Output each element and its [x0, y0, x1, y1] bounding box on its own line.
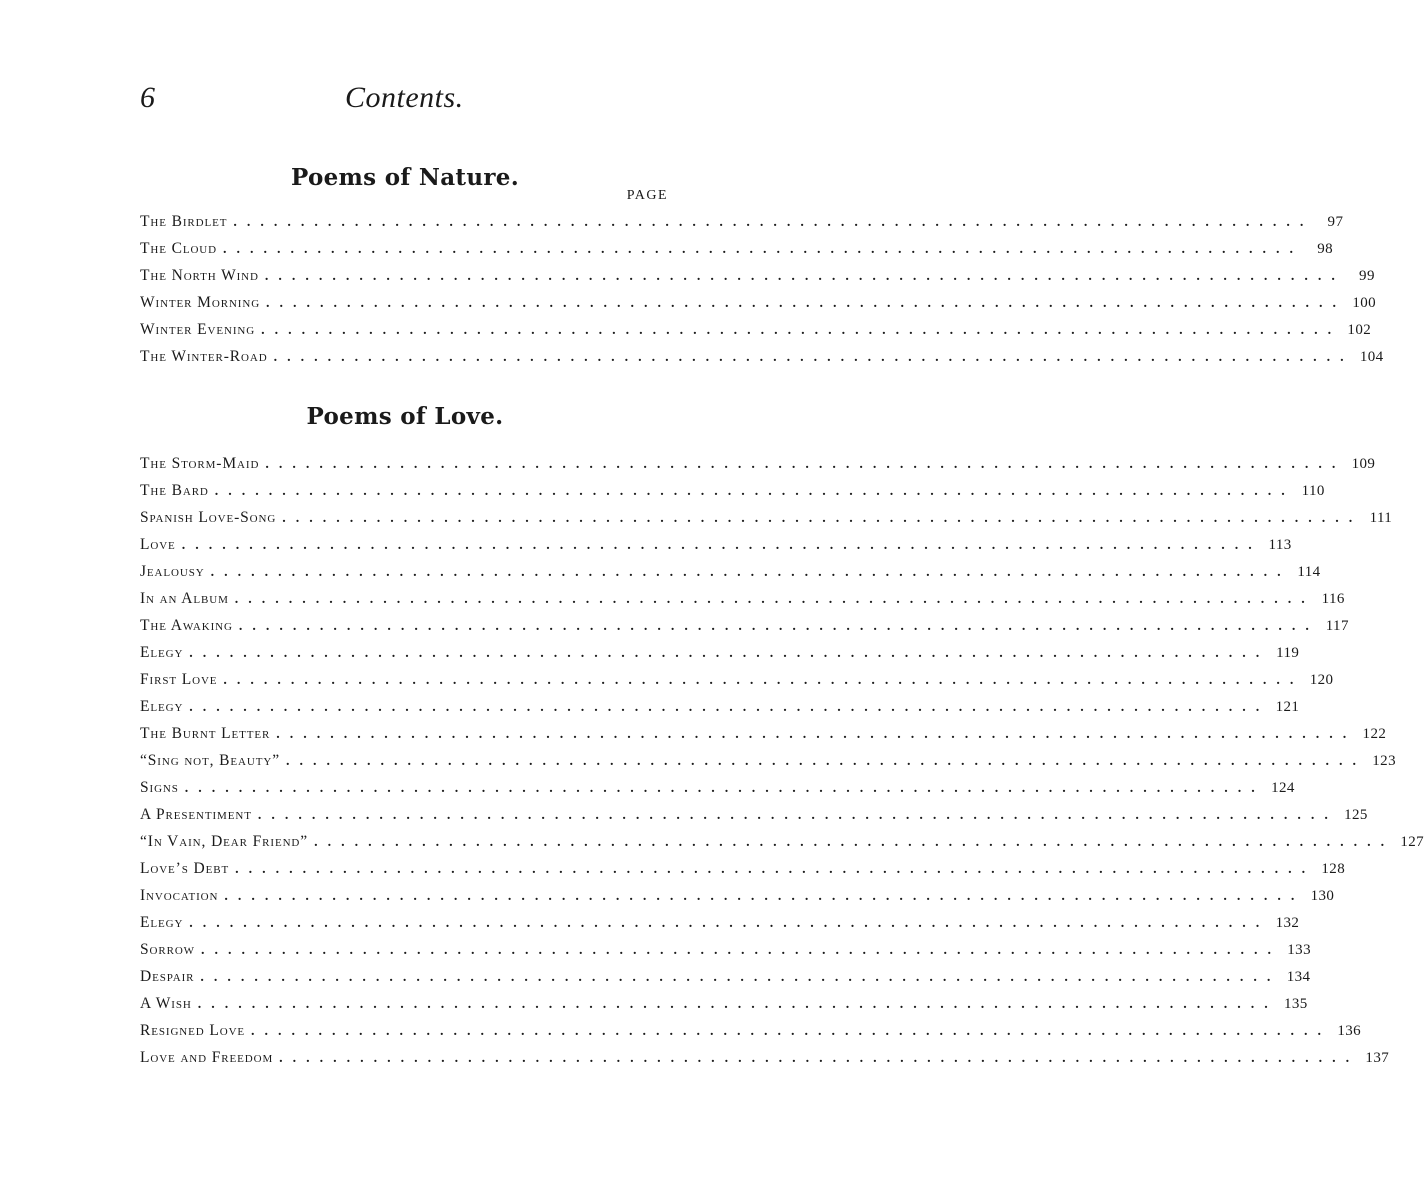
- toc-entry-title: A Presentiment: [140, 806, 252, 823]
- toc-entry-page: 116: [1321, 591, 1345, 607]
- toc-entry-page: 114: [1297, 564, 1321, 580]
- toc-entry: [140, 882, 1335, 909]
- toc-entry: [140, 531, 1292, 558]
- toc-entry: [140, 585, 1345, 612]
- section-heading-love: Poems of Love.: [306, 403, 504, 430]
- dot-leader: ................................................................................: [251, 1024, 1332, 1039]
- toc-entry-page: 122: [1362, 726, 1387, 742]
- toc-entry-title: The Winter-Road: [140, 348, 268, 365]
- dot-leader: ................................................................................: [184, 781, 1265, 796]
- toc-entry-page: 102: [1347, 322, 1372, 338]
- dot-leader: ................................................................................: [223, 673, 1304, 688]
- dot-leader: ................................................................................: [276, 727, 1357, 742]
- toc-entry: [140, 774, 1295, 801]
- toc-entry: [140, 1044, 1390, 1071]
- toc-entry: [140, 666, 1334, 693]
- toc-entry-page: 136: [1337, 1023, 1362, 1039]
- toc-entry: [140, 747, 1396, 774]
- toc-entry-title: Winter Morning: [140, 294, 261, 311]
- dot-leader: ................................................................................: [261, 323, 1342, 338]
- toc-entry: [140, 316, 1372, 343]
- toc-entry-page: 134: [1286, 969, 1311, 985]
- toc-entry-title: Elegy: [140, 644, 184, 661]
- toc-entry-page: 124: [1271, 780, 1295, 796]
- toc-entry-title: Elegy: [140, 698, 184, 715]
- toc-entry-title: Resigned Love: [140, 1022, 246, 1039]
- toc-entry: [140, 990, 1308, 1017]
- toc-entry-title: Sorrow: [140, 941, 195, 958]
- toc-entry-title: A Wish: [140, 995, 192, 1012]
- toc-entry-title: The Awaking: [140, 617, 233, 634]
- toc-entry-page: 111: [1369, 510, 1393, 526]
- toc-entry: [140, 801, 1368, 828]
- toc-entry-title: Winter Evening: [140, 321, 256, 338]
- section-heading-nature: Poems of Nature.: [290, 164, 520, 191]
- toc-entry: [140, 208, 1344, 235]
- toc-entry-page: 121: [1275, 699, 1300, 715]
- dot-leader: ................................................................................: [264, 269, 1345, 284]
- toc-entry-title: Invocation: [140, 887, 219, 904]
- toc-entry-title: The Bard: [140, 482, 209, 499]
- toc-entry-page: 119: [1276, 645, 1300, 661]
- dot-leader: ................................................................................: [279, 1051, 1360, 1066]
- toc-entry-page: 137: [1365, 1050, 1390, 1066]
- dot-leader: ................................................................................: [214, 484, 1295, 499]
- toc-entry: [140, 1017, 1362, 1044]
- toc-entry-title: “Sing not, Beauty”: [140, 752, 280, 769]
- dot-leader: ................................................................................: [200, 943, 1281, 958]
- dot-leader: ................................................................................: [189, 916, 1270, 931]
- toc-entry-page: 127: [1400, 834, 1424, 850]
- running-title: Contents.: [345, 81, 464, 114]
- toc-entry: [140, 477, 1325, 504]
- toc-entry: [140, 963, 1311, 990]
- dot-leader: ................................................................................: [266, 296, 1347, 311]
- toc-entry-page: 130: [1310, 888, 1335, 904]
- toc-entry-title: The Burnt Letter: [140, 725, 271, 742]
- toc-entry: [140, 558, 1321, 585]
- page-column-label: PAGE: [626, 188, 668, 203]
- toc-entry-title: Elegy: [140, 914, 184, 931]
- toc-entry-page: 109: [1351, 456, 1376, 472]
- toc-entry-title: Despair: [140, 968, 195, 985]
- dot-leader: ................................................................................: [200, 970, 1281, 985]
- dot-leader: ................................................................................: [282, 511, 1363, 526]
- toc-entry-title: The North Wind: [140, 267, 259, 284]
- toc-entry: [140, 639, 1300, 666]
- dot-leader: ................................................................................: [223, 242, 1303, 257]
- dot-leader: ................................................................................: [285, 754, 1366, 769]
- dot-leader: ................................................................................: [189, 700, 1270, 715]
- toc-entry: [140, 693, 1300, 720]
- toc-entry-page: 133: [1287, 942, 1311, 958]
- dot-leader: ................................................................................: [235, 862, 1316, 877]
- toc-entry-page: 110: [1301, 483, 1325, 499]
- dot-leader: ................................................................................: [189, 646, 1270, 661]
- toc-entry-title: “In Vain, Dear Friend”: [140, 833, 309, 850]
- dot-leader: ................................................................................: [257, 808, 1338, 823]
- toc-entry-page: 99: [1359, 268, 1375, 284]
- page-number: 6: [140, 81, 155, 114]
- dot-leader: ................................................................................: [234, 592, 1315, 607]
- toc-entry-title: The Storm-Maid: [140, 455, 260, 472]
- toc-entry: [140, 450, 1376, 477]
- toc-entry-page: 125: [1344, 807, 1368, 823]
- toc-entry-page: 128: [1321, 861, 1346, 877]
- running-header: [140, 78, 670, 118]
- toc-entry: [140, 262, 1375, 289]
- toc-entry-page: 100: [1352, 295, 1377, 311]
- toc-entry: [140, 235, 1333, 262]
- dot-leader: ................................................................................: [314, 835, 1395, 850]
- toc-entry: [140, 343, 1384, 370]
- toc-entry-page: 135: [1284, 996, 1308, 1012]
- toc-entry-page: 117: [1325, 618, 1349, 634]
- toc-entry-title: Love: [140, 536, 176, 553]
- dot-leader: ................................................................................: [273, 350, 1354, 365]
- toc-entry: [140, 612, 1349, 639]
- toc-entry-page: 97: [1327, 214, 1344, 230]
- toc-list-nature: [140, 208, 1384, 370]
- toc-entry-title: Signs: [140, 779, 179, 796]
- toc-entry-title: Spanish Love-Song: [140, 509, 277, 526]
- dot-leader: ................................................................................: [181, 538, 1262, 553]
- toc-entry: [140, 855, 1346, 882]
- toc-entry-title: First Love: [140, 671, 218, 688]
- toc-entry-title: The Cloud: [140, 240, 217, 257]
- dot-leader: ................................................................................: [224, 889, 1305, 904]
- toc-entry: [140, 720, 1387, 747]
- toc-entry-page: 98: [1317, 241, 1333, 257]
- dot-leader: ................................................................................: [265, 457, 1346, 472]
- toc-entry-page: 123: [1372, 753, 1396, 769]
- toc-entry-title: Jealousy: [140, 563, 205, 580]
- toc-entry: [140, 909, 1300, 936]
- toc-entry: [140, 936, 1311, 963]
- toc-entry: [140, 289, 1377, 316]
- toc-entry-title: In an Album: [140, 590, 229, 607]
- dot-leader: ................................................................................: [238, 619, 1319, 634]
- toc-entry-page: 120: [1309, 672, 1334, 688]
- toc-list-love: [140, 450, 1424, 1071]
- toc-entry-title: Love’s Debt: [140, 860, 230, 877]
- dot-leader: ................................................................................: [197, 997, 1278, 1012]
- dot-leader: ................................................................................: [210, 565, 1291, 580]
- toc-entry-title: Love and Freedom: [140, 1049, 274, 1066]
- toc-entry-title: The Birdlet: [140, 213, 228, 230]
- toc-entry: [140, 504, 1393, 531]
- toc-entry: [140, 828, 1424, 855]
- dot-leader: ................................................................................: [233, 215, 1314, 230]
- toc-entry-page: 113: [1268, 537, 1292, 553]
- toc-entry-page: 132: [1275, 915, 1300, 931]
- toc-entry-page: 104: [1359, 349, 1384, 365]
